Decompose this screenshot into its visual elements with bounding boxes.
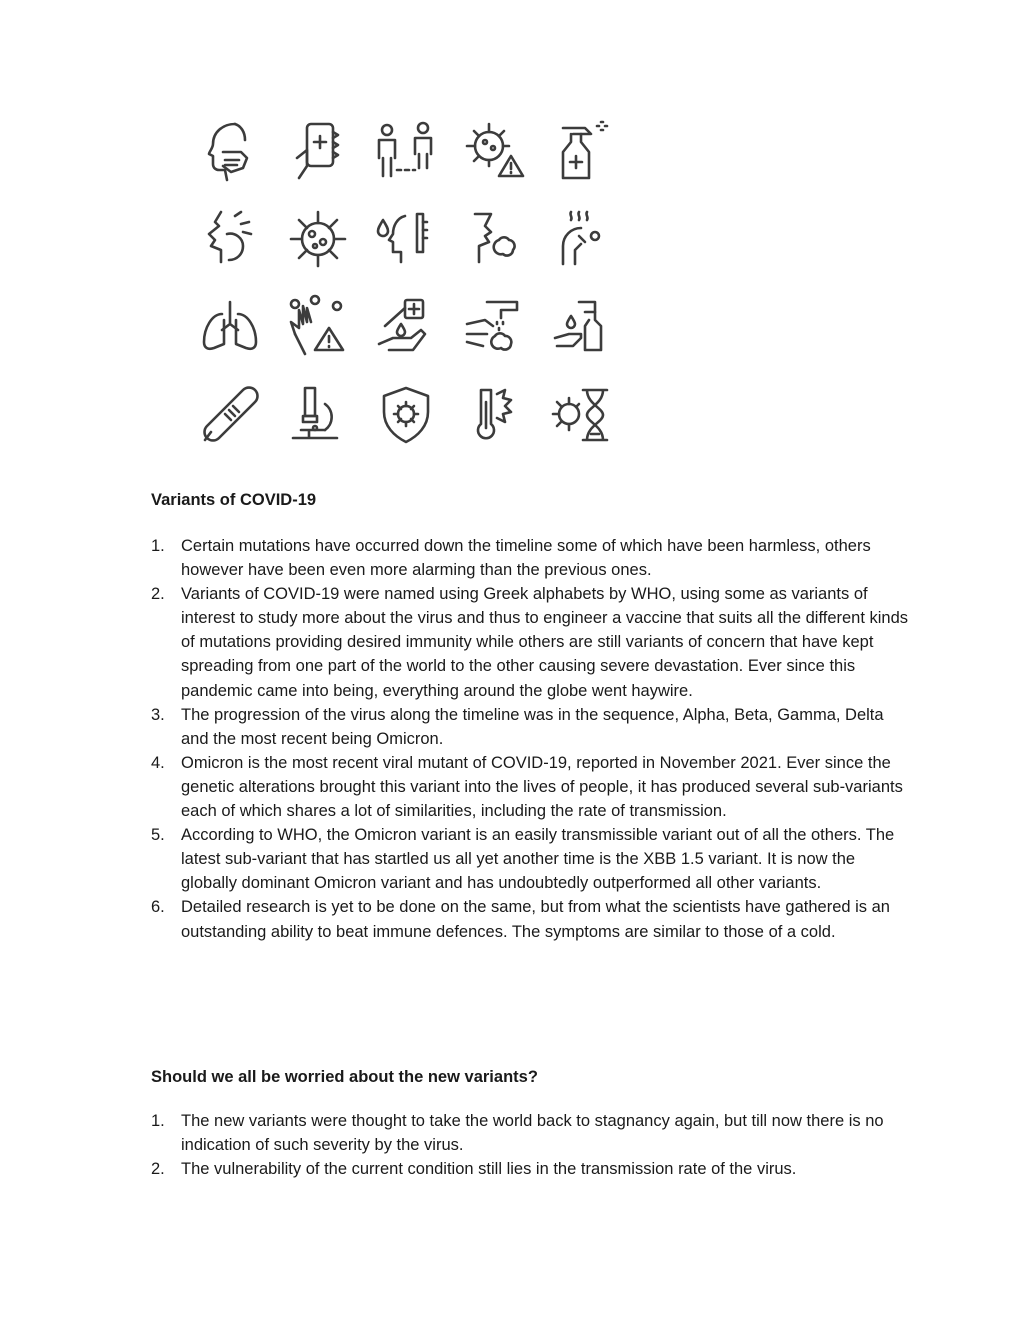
hand-germs-warning-icon	[285, 294, 351, 360]
covid-icon-grid	[197, 118, 617, 454]
social-distance-icon	[373, 118, 439, 184]
virus-warning-icon	[461, 118, 527, 184]
hand-sanitizer-icon	[373, 294, 439, 360]
list-item: 5. According to WHO, the Omicron variant is an easily transmissible variant out of all the others. The latest sub-variant that has startled us all yet another time is the XBB 1.5 variant. It is now the globally dominant Omicron variant and has undoubtedly outperformed all other variants.	[151, 826, 895, 893]
handwash-tap-icon	[461, 294, 527, 360]
spray-bottle-icon	[549, 118, 615, 184]
cough-icon	[461, 206, 527, 272]
variants-list	[151, 534, 911, 944]
shield-virus-icon	[373, 382, 439, 448]
list-item: 1. Certain mutations have occurred down the timeline some of which have been harmless, others however have been even more alarming than the previous ones.	[151, 537, 871, 580]
soap-dispenser-icon	[549, 294, 615, 360]
thermometer-icon	[197, 382, 263, 448]
virus-hourglass-icon	[549, 382, 615, 448]
list-item: 3. The progression of the virus along the timeline was in the sequence, Alpha, Beta, Gamma, Delta and the most recent being Omicron.	[151, 705, 884, 748]
microscope-icon	[285, 382, 351, 448]
face-mask-icon	[197, 118, 263, 184]
sore-throat-icon	[549, 206, 615, 272]
list-item: 4. Omicron is the most recent viral mutant of COVID-19, reported in November 2021. Ever since the genetic alterations brought this variant into the lives of people, it has produced several sub-variants each of which shares a lot of similarities, including the rate of transmission.	[151, 753, 903, 821]
section-heading-worried: Should we all be worried about the new variants?	[151, 1068, 538, 1086]
virus-icon	[285, 206, 351, 272]
worried-list	[151, 1109, 911, 1181]
list-item: 2. Variants of COVID-19 were named using Greek alphabets by WHO, using some as variants of interest to study more about the virus and thus to engineer a vaccine that suits all the different kinds of mutations providing desired immunity while others are still variants of concern that have kept spreading from one part of the world to the other causing severe devastation. Ever since this pandemic came into being, everything around the globe went haywire.	[151, 585, 909, 700]
section-heading-variants: Variants of COVID-19	[151, 491, 317, 509]
phone-medical-icon	[285, 118, 351, 184]
fever-face-icon	[373, 206, 439, 272]
list-item: 1. The new variants were thought to take the world back to stagnancy again, but till now there is no indication of such severity by the virus.	[151, 1112, 884, 1155]
sneeze-icon	[197, 206, 263, 272]
lungs-icon	[197, 294, 263, 360]
list-item: 2. The vulnerability of the current condition still lies in the transmission rate of the virus.	[151, 1160, 797, 1179]
temperature-high-icon	[461, 382, 527, 448]
list-item: 6. Detailed research is yet to be done on the same, but from what the scientists have gathered is an outstanding ability to beat immune defences. The symptoms are similar to those of a cold.	[151, 898, 890, 941]
